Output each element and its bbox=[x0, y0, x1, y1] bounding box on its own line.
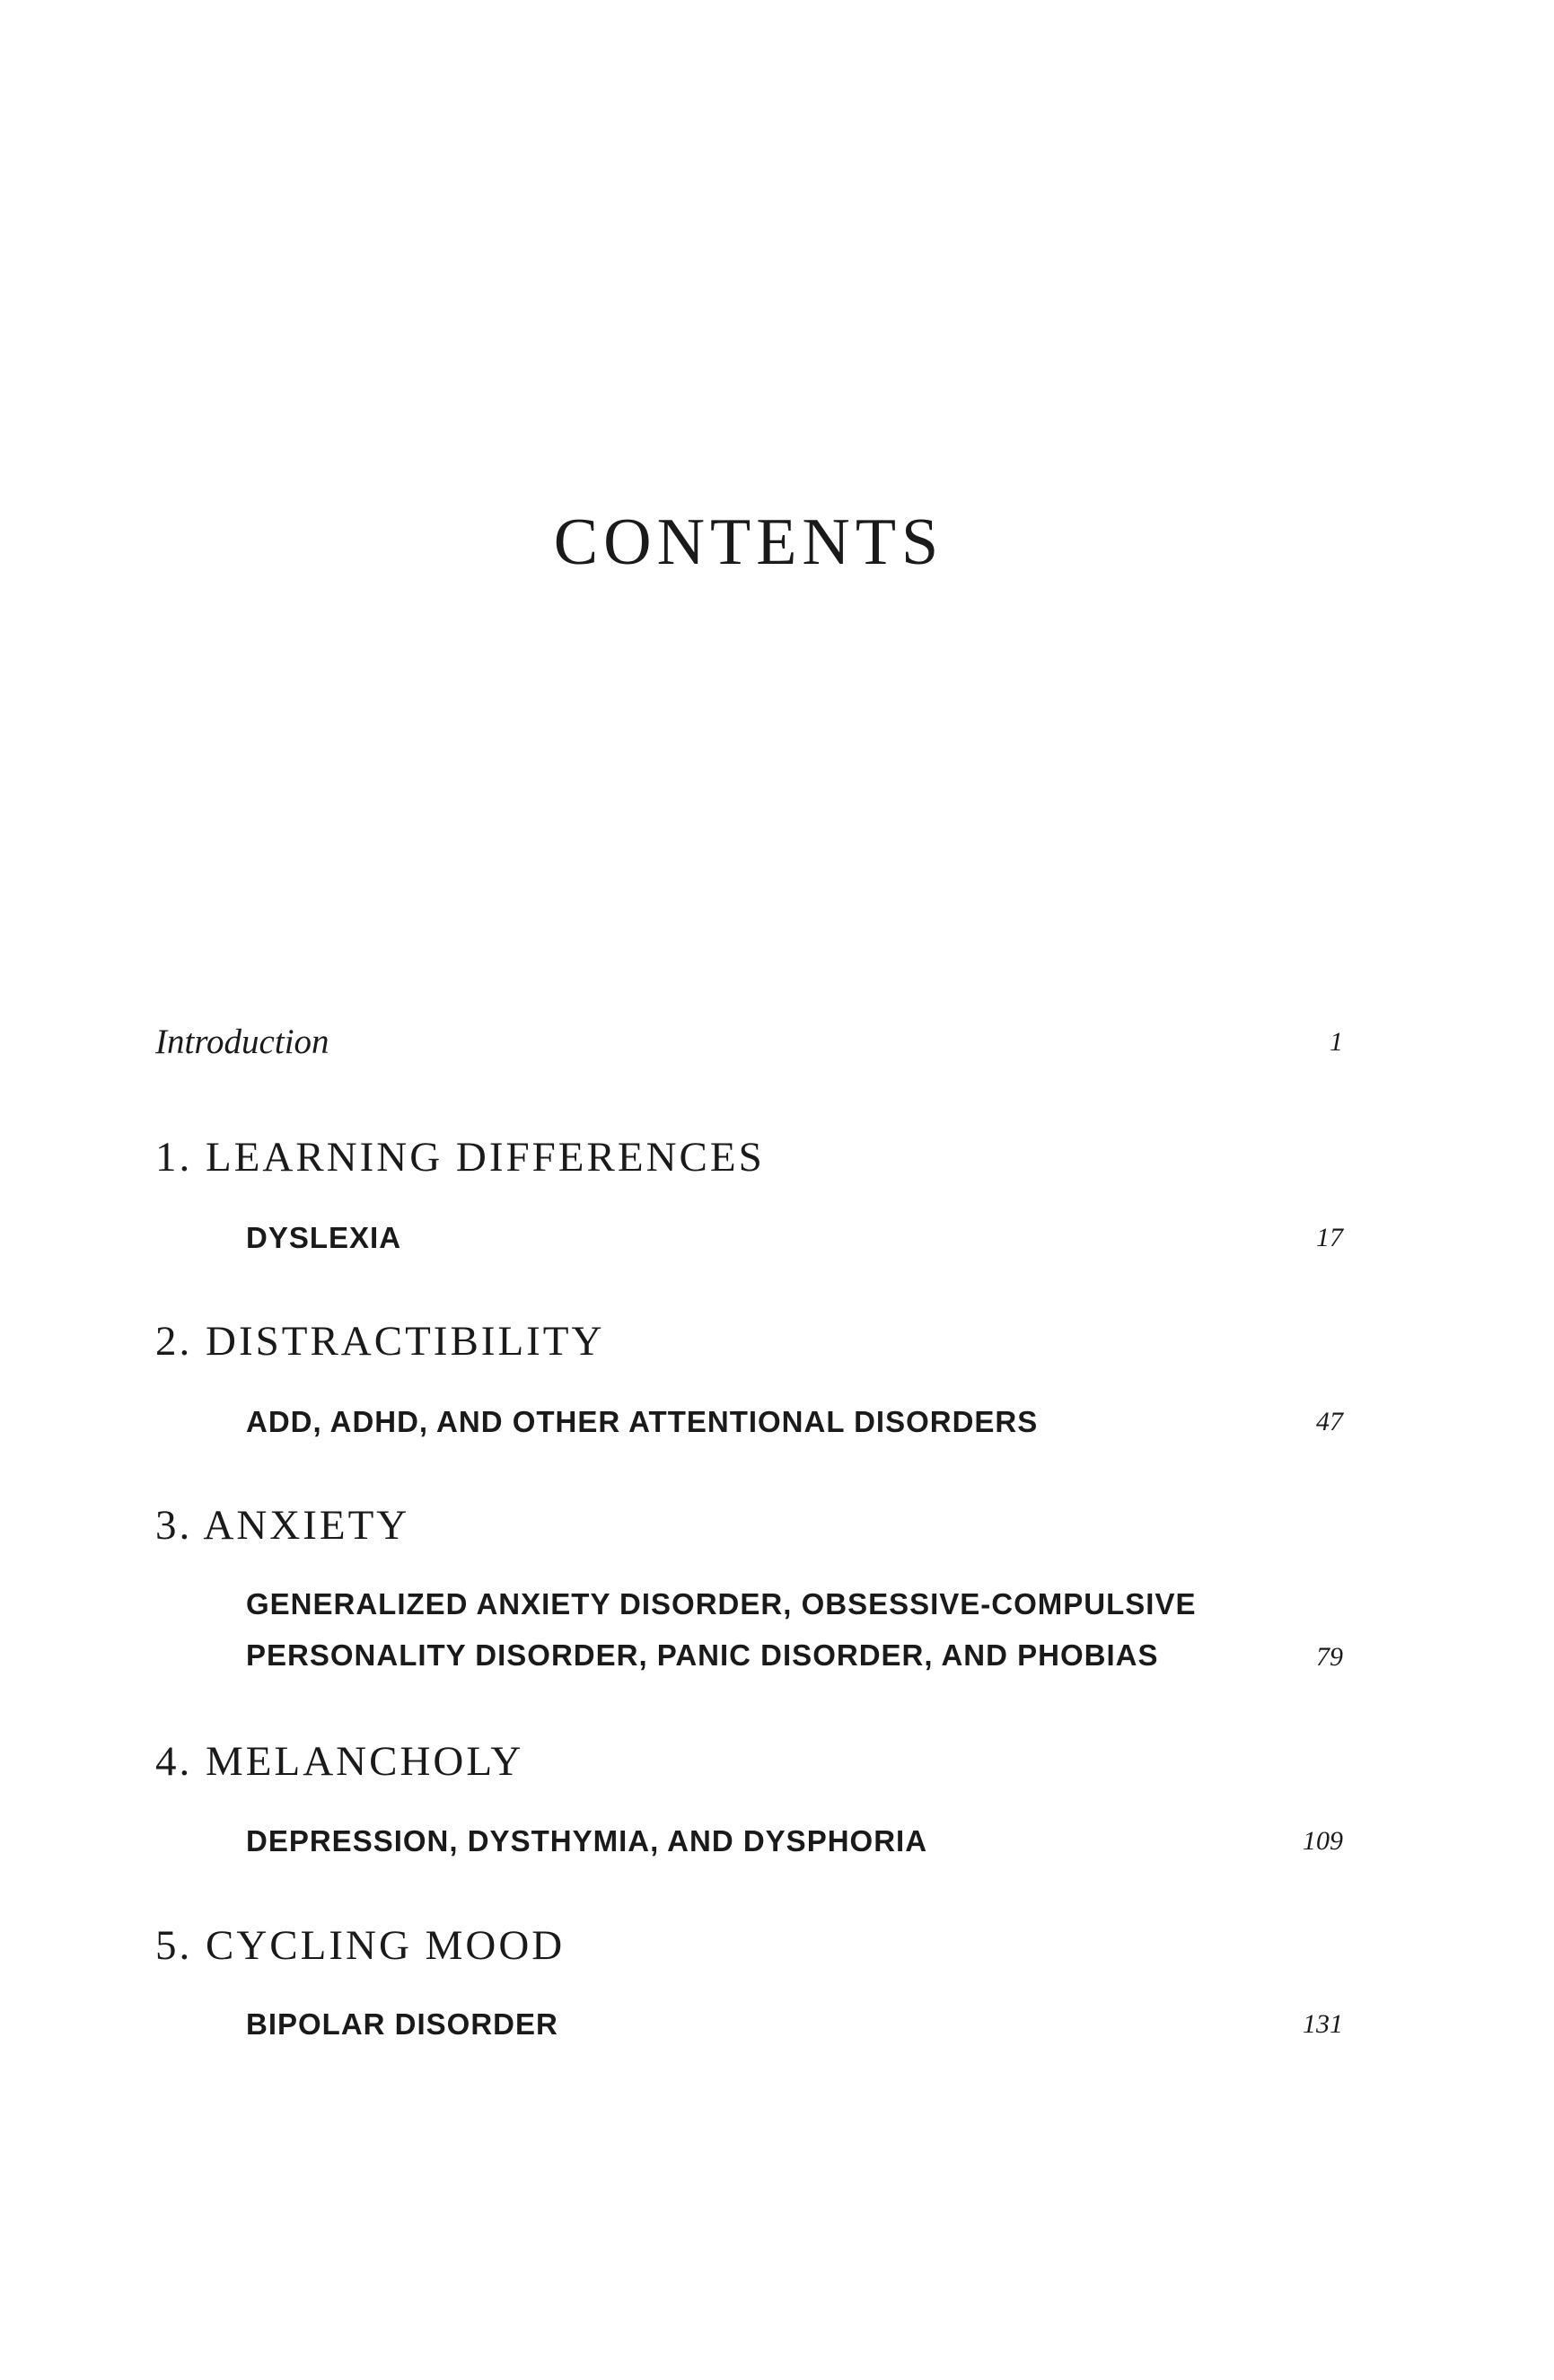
chapter-title: 3. ANXIETY bbox=[155, 1502, 410, 1549]
chapter-subtitle: DYSLEXIA bbox=[246, 1221, 402, 1254]
chapter-title: 1. LEARNING DIFFERENCES bbox=[155, 1134, 765, 1181]
chapter-title: 5. CYCLING MOOD bbox=[155, 1922, 566, 1969]
chapter-subtitle-line: PERSONALITY DISORDER, PANIC DISORDER, AND PHOBIAS bbox=[246, 1638, 1159, 1672]
chapter-page-number: 131 bbox=[1303, 2009, 1343, 2039]
chapter-subtitle: BIPOLAR DISORDER bbox=[246, 2007, 558, 2041]
page-title: CONTENTS bbox=[553, 505, 944, 579]
introduction-label: Introduction bbox=[155, 1023, 329, 1061]
chapter-subtitle: DEPRESSION, DYSTHYMIA, AND DYSPHORIA bbox=[246, 1824, 928, 1857]
chapter-page-number: 109 bbox=[1303, 1826, 1343, 1856]
chapter-title: 4. MELANCHOLY bbox=[155, 1738, 524, 1785]
introduction-page-number: 1 bbox=[1330, 1027, 1343, 1057]
chapter-subtitle: ADD, ADHD, AND OTHER ATTENTIONAL DISORDERS bbox=[246, 1405, 1039, 1438]
chapter-page-number: 47 bbox=[1316, 1407, 1343, 1436]
chapter-page-number: 79 bbox=[1316, 1642, 1343, 1672]
chapter-title: 2. DISTRACTIBILITY bbox=[155, 1318, 605, 1365]
chapter-page-number: 17 bbox=[1316, 1223, 1343, 1252]
chapter-subtitle-line: GENERALIZED ANXIETY DISORDER, OBSESSIVE-COMPULSIVE bbox=[246, 1587, 1197, 1620]
